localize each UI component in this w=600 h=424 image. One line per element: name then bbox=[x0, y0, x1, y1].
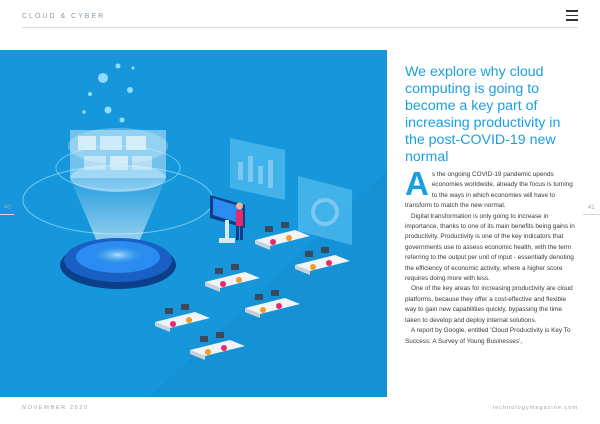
paragraph-1: s the ongoing COVID-19 pandemic upends economies worldwide, already the focus is turning to the ways in which economies will have to transform to match the new normal. bbox=[405, 171, 573, 210]
page-number-right: 41 bbox=[588, 205, 595, 211]
paragraph-3: One of the key areas for increasing productivity are cloud platforms, because they offer a cost-effective and flexible way to gain new capabilities quickly, bypassing the time taken to develop and deploy internal solutions. bbox=[405, 285, 573, 324]
paragraph-4: A report by Google, entitled 'Cloud Productivity is Key To Success: A Survey of Young Businesses', bbox=[405, 327, 571, 345]
article-headline: We explore why cloud computing is going to become a key part of increasing productivity in the post-COVID-19 new normal bbox=[405, 64, 561, 166]
footer-date: NOVEMBER 2020 bbox=[22, 405, 89, 411]
cloud-computing-illustration bbox=[0, 50, 387, 397]
article-body bbox=[405, 165, 575, 347]
footer-site-link[interactable]: technologymagazine.com bbox=[492, 405, 578, 411]
page-rule-right bbox=[583, 214, 600, 215]
paragraph-2: Digital transformation is only going to increase in importance, thanks to one of its main benefits being gains in productivity. Productivity is one of the key indicators that governments use to assess economic health, with the term referring to the output per unit of input - essentially denoting the efficiency of economic activity, where a higher score requires doing more with less. bbox=[405, 212, 575, 283]
header-divider bbox=[22, 27, 578, 28]
section-label: CLOUD & CYBER bbox=[22, 13, 106, 20]
drop-cap: A bbox=[405, 165, 429, 202]
page-number-left: 40 bbox=[4, 205, 11, 211]
hamburger-menu-icon[interactable] bbox=[566, 10, 578, 21]
page-rule-left bbox=[0, 214, 14, 215]
